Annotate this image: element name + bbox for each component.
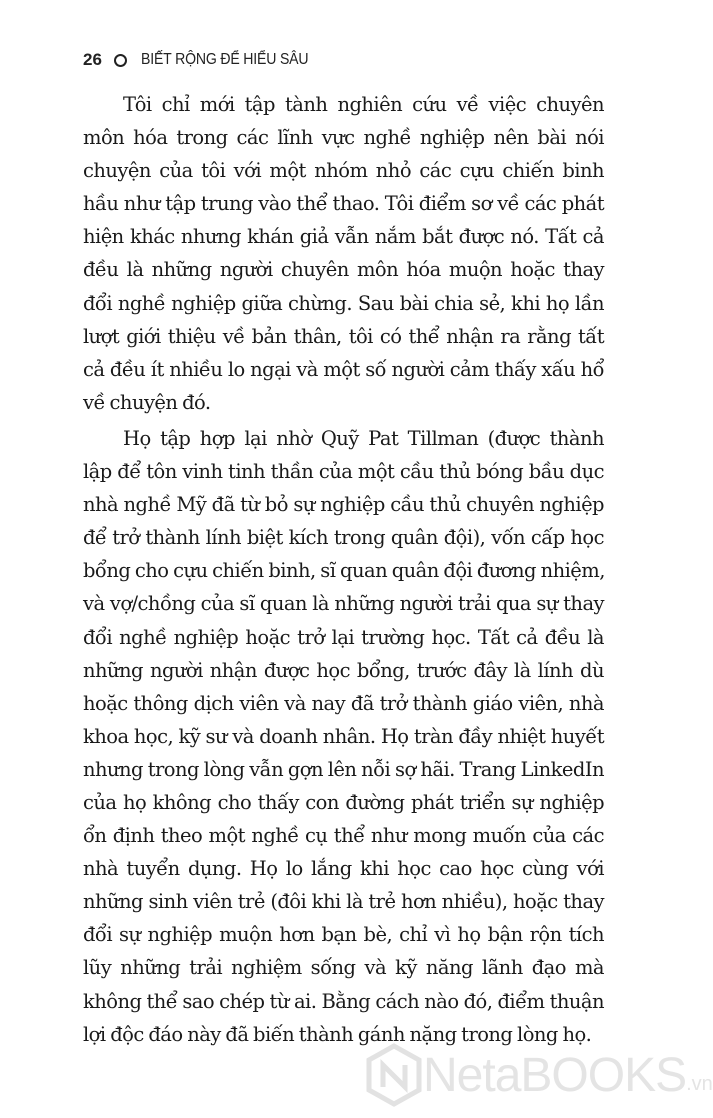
paragraph <box>83 422 604 1051</box>
text-line: về chuyện đó. <box>83 390 211 414</box>
text-line: đổi nghề nghiệp giữa chừng. Sau bài chia sẻ, khi họ lần <box>83 291 604 315</box>
text-line: hoặc thông dịch viên và nay đã trở thành giáo viên, nhà <box>83 691 604 715</box>
text-line: lập để tôn vinh tinh thần của một cầu thủ bóng bầu dục <box>83 460 604 484</box>
page-number: 26 <box>83 50 102 69</box>
netabooks-logo-icon <box>365 1043 423 1107</box>
text-line: nhưng trong lòng vẫn gợn lên nỗi sợ hãi. Trang LinkedIn <box>83 757 604 781</box>
text-line: của họ không cho thấy con đường phát triển sự nghiệp <box>83 790 604 814</box>
text-line: môn hóa trong các lĩnh vực nghề nghiệp nên bài nói <box>83 126 604 150</box>
text-line: Tôi chỉ mới tập tành nghiên cứu về việc chuyên <box>123 93 604 116</box>
text-line: và vợ/chồng của sĩ quan là những người trải qua sự thay <box>83 592 604 616</box>
text-line: bổng cho cựu chiến binh, sĩ quan quân đội đương nhiệm, <box>83 559 605 583</box>
text-line: cả đều ít nhiều lo ngại và một số người cảm thấy xấu hổ <box>83 357 604 381</box>
paragraph <box>83 88 604 419</box>
text-line: lũy những trải nghiệm sống và kỹ năng lãnh đạo mà <box>83 956 604 980</box>
text-line: đổi nghề nghiệp hoặc trở lại trường học. Tất cả đều là <box>83 625 604 649</box>
text-line: đổi sự nghiệp muộn hơn bạn bè, chỉ vì họ bận rộn tích <box>83 923 604 947</box>
text-line: lượt giới thiệu về bản thân, tôi có thể nhận ra rằng tất <box>83 324 604 348</box>
text-line: lợi độc đáo này đã biến thành gánh nặng trong lòng họ. <box>83 1022 592 1046</box>
running-header <box>83 50 331 70</box>
page-body <box>83 88 604 1051</box>
text-line: không thể sao chép từ ai. Bằng cách nào đó, điểm thuận <box>83 989 604 1013</box>
text-line: để trở thành lính biệt kích trong quân đội), vốn cấp học <box>83 526 604 550</box>
text-line: Họ tập hợp lại nhờ Quỹ Pat Tillman (được thành <box>123 426 604 450</box>
text-line: ổn định theo một nghề cụ thể như mong muốn của các <box>83 824 604 848</box>
book-title: BIẾT RỘNG ĐỂ HIỂU SÂU <box>140 51 309 68</box>
text-line: hầu như tập trung vào thể thao. Tôi điểm sơ về các phát <box>83 192 604 216</box>
text-line: chuyện của tôi với một nhóm nhỏ các cựu chiến binh <box>83 159 604 183</box>
text-line: đều là những người chuyên môn hóa muộn hoặc thay <box>83 258 604 282</box>
circle-separator-icon <box>114 54 127 67</box>
text-line: nhà nghề Mỹ đã từ bỏ sự nghiệp cầu thủ chuyên nghiệp <box>83 493 604 517</box>
text-line: hiện khác nhưng khán giả vẫn nắm bắt được nó. Tất cả <box>83 225 604 249</box>
watermark-brand: NetaBOOKS <box>423 1048 687 1102</box>
text-line: những sinh viên trẻ (đôi khi là trẻ hơn nhiều), hoặc thay <box>83 890 604 914</box>
watermark <box>365 1043 713 1107</box>
text-line: những người nhận được học bổng, trước đây là lính dù <box>83 658 604 682</box>
text-line: nhà tuyển dụng. Họ lo lắng khi học cao học cùng với <box>83 857 604 881</box>
text-line: khoa học, kỹ sư và doanh nhân. Họ tràn đầy nhiệt huyết <box>83 724 604 748</box>
watermark-suffix: .vn <box>686 1072 713 1095</box>
